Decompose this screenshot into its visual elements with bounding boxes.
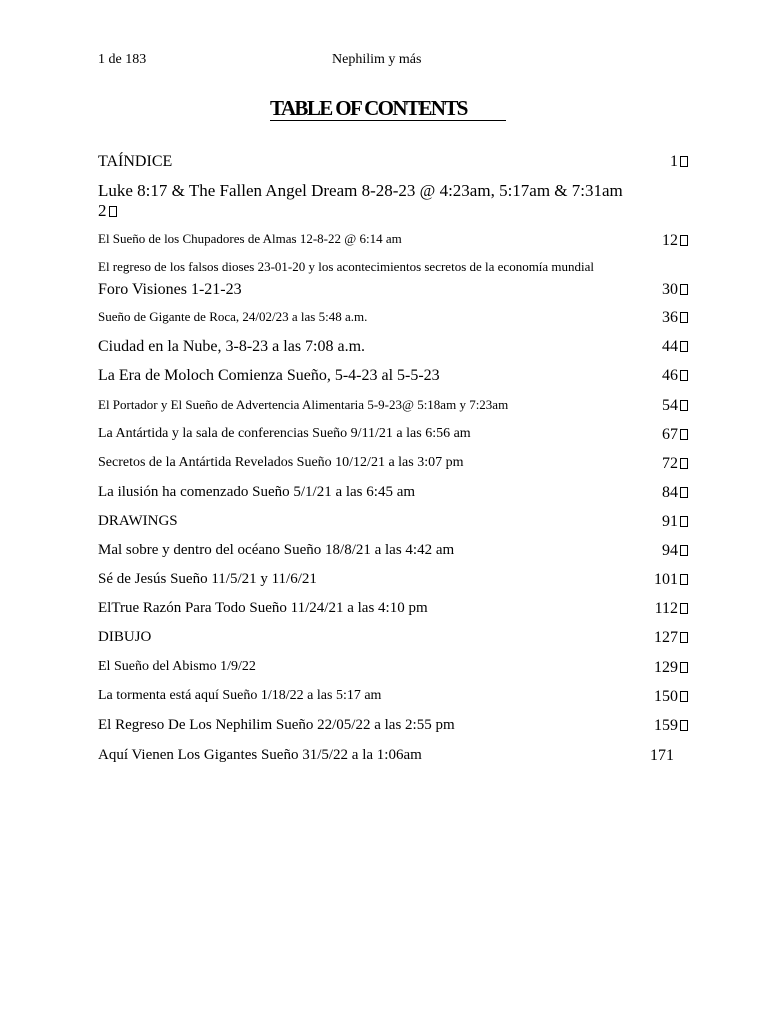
missing-glyph-box-icon bbox=[680, 341, 688, 352]
toc-entry-page: 112 bbox=[655, 600, 688, 618]
missing-glyph-box-icon bbox=[680, 284, 688, 295]
toc-entry-title: Luke 8:17 & The Fallen Angel Dream 8-28-23 @ 4:23am, 5:17am & 7:31am bbox=[98, 181, 623, 200]
missing-glyph-box-icon bbox=[680, 156, 688, 167]
toc-entry-title: La Antártida y la sala de conferencias Sueño 9/11/21 a las 6:56 am bbox=[98, 426, 471, 441]
page-counter: 1 de 183 bbox=[98, 52, 147, 67]
missing-glyph-box-icon bbox=[680, 429, 688, 440]
toc-entry-page: 54 bbox=[662, 397, 688, 415]
missing-glyph-box-icon bbox=[680, 662, 688, 673]
toc-heading: TABLE OF CONTENTS bbox=[270, 96, 506, 121]
missing-glyph-box-icon bbox=[680, 632, 688, 643]
toc-entry-title: Ciudad en la Nube, 3-8-23 a las 7:08 a.m. bbox=[98, 338, 366, 355]
toc-entry-page: 46 bbox=[662, 367, 688, 385]
toc-entry-title: Mal sobre y dentro del océano Sueño 18/8/21 a las 4:42 am bbox=[98, 542, 455, 558]
missing-glyph-box-icon bbox=[680, 312, 688, 323]
toc-entry-page: 159 bbox=[654, 717, 688, 735]
toc-entry-title: Secretos de la Antártida Revelados Sueño 10/12/21 a las 3:07 pm bbox=[98, 455, 464, 470]
toc-entry-page: 91 bbox=[662, 513, 688, 531]
missing-glyph-box-icon bbox=[680, 691, 688, 702]
toc-entry-title: Aquí Vienen Los Gigantes Sueño 31/5/22 a la 1:06am bbox=[98, 747, 422, 763]
toc-entry-page: 94 bbox=[662, 542, 688, 560]
toc-entry-title: La ilusión ha comenzado Sueño 5/1/21 a las 6:45 am bbox=[98, 484, 416, 500]
missing-glyph-box-icon bbox=[680, 574, 688, 585]
toc-entry-title: El Regreso De Los Nephilim Sueño 22/05/22 a las 2:55 pm bbox=[98, 717, 455, 733]
toc-entry-page: 84 bbox=[662, 484, 688, 502]
toc-entry-page: 2 bbox=[98, 201, 117, 220]
toc-entry-title: La tormenta está aquí Sueño 1/18/22 a las 5:17 am bbox=[98, 688, 382, 703]
toc-entry-title: Foro Visiones 1-21-23 bbox=[98, 281, 242, 298]
missing-glyph-box-icon bbox=[680, 720, 688, 731]
toc-entry-page: 150 bbox=[654, 688, 688, 706]
missing-glyph-box-icon bbox=[680, 400, 688, 411]
missing-glyph-box-icon bbox=[680, 487, 688, 498]
toc-entry-title: Sueño de Gigante de Roca, 24/02/23 a las 5:48 a.m. bbox=[98, 309, 368, 324]
toc-entry-title: El Sueño de los Chupadores de Almas 12-8-22 @ 6:14 am bbox=[98, 231, 402, 246]
missing-glyph-box-icon bbox=[680, 458, 688, 469]
toc-entry-page: 72 bbox=[662, 455, 688, 473]
toc-entry-title: El Portador y El Sueño de Advertencia Alimentaria 5-9-23@ 5:18am y 7:23am bbox=[98, 397, 509, 412]
missing-glyph-box-icon bbox=[680, 235, 688, 246]
toc-entry-title: Sé de Jesús Sueño 11/5/21 y 11/6/21 bbox=[98, 571, 317, 587]
missing-glyph-box-icon bbox=[109, 206, 117, 217]
toc-entry-title: El regreso de los falsos dioses 23-01-20 y los acontecimientos secretos de la economía mundial bbox=[98, 259, 595, 274]
toc-entry-title: DIBUJO bbox=[98, 629, 152, 645]
toc-entry-title: TAÍNDICE bbox=[98, 153, 173, 170]
missing-glyph-box-icon bbox=[680, 516, 688, 527]
toc-entry-page: 101 bbox=[654, 571, 688, 589]
toc-entry-title: El Sueño del Abismo 1/9/22 bbox=[98, 659, 256, 674]
toc-entry-page: 12 bbox=[662, 232, 688, 250]
toc-entry-page: 1 bbox=[670, 153, 688, 171]
toc-entry[interactable] bbox=[98, 181, 658, 221]
missing-glyph-box-icon bbox=[680, 370, 688, 381]
toc-entry-page: 36 bbox=[662, 309, 688, 327]
toc-entry-title: ElTrue Razón Para Todo Sueño 11/24/21 a las 4:10 pm bbox=[98, 600, 428, 616]
toc-entry-page: 67 bbox=[662, 426, 688, 444]
toc-entry-title: DRAWINGS bbox=[98, 513, 178, 529]
toc-entry-title: La Era de Moloch Comienza Sueño, 5-4-23 al 5-5-23 bbox=[98, 367, 440, 384]
toc-entry-page: 30 bbox=[662, 281, 688, 299]
toc-entry-page: 171 bbox=[650, 747, 674, 764]
document-title: Nephilim y más bbox=[332, 52, 422, 67]
toc-entry-page: 127 bbox=[654, 629, 688, 647]
missing-glyph-box-icon bbox=[680, 603, 688, 614]
missing-glyph-box-icon bbox=[680, 545, 688, 556]
toc-entry-page: 44 bbox=[662, 338, 688, 356]
toc-entry-page: 129 bbox=[654, 659, 688, 677]
